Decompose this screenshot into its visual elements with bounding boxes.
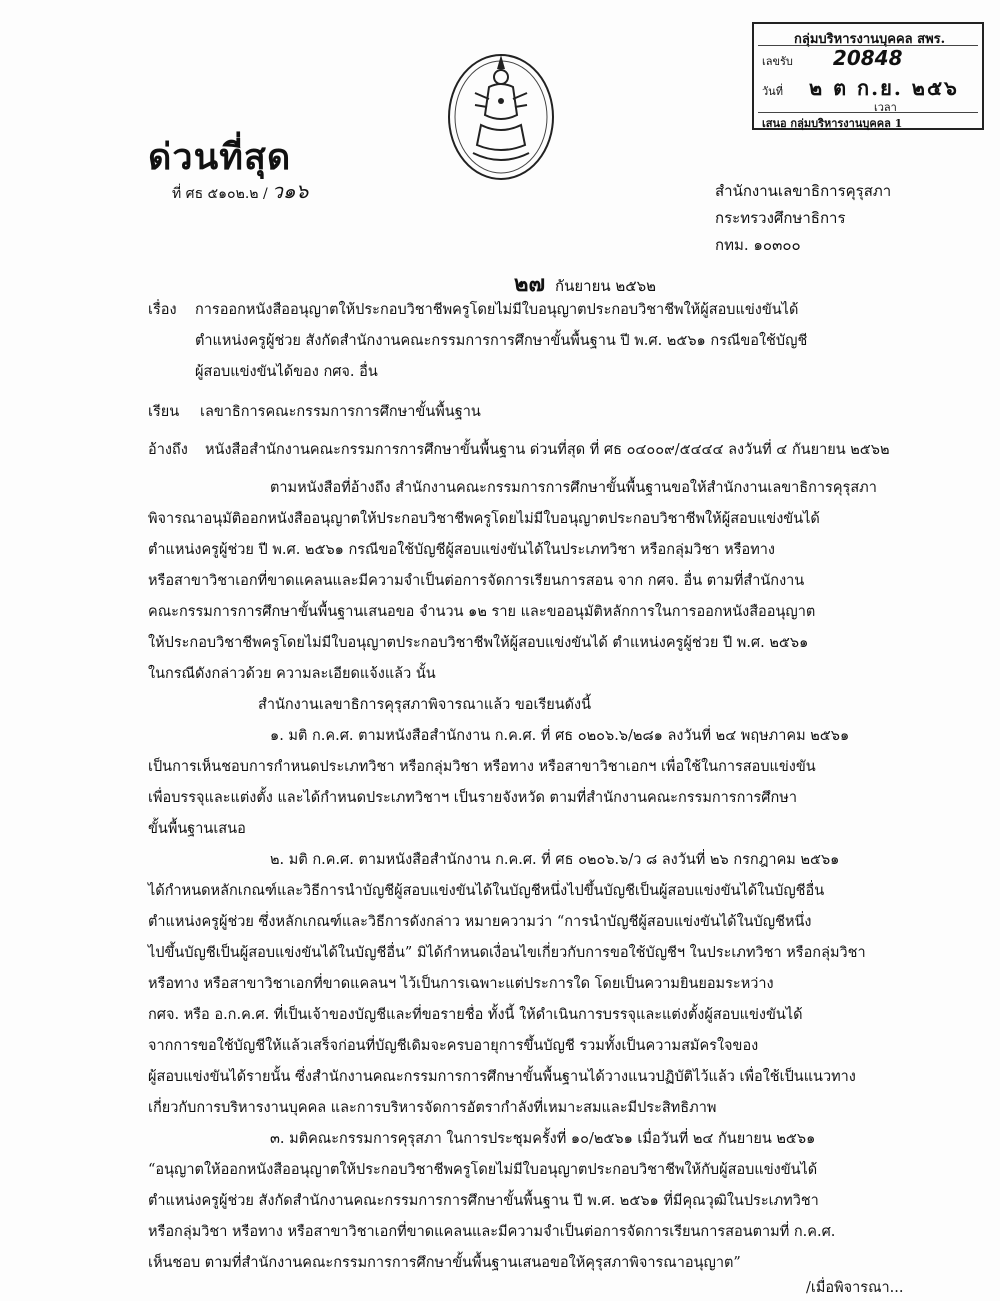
salutation-label: เรียน [148, 404, 180, 420]
body-line: หรือสาขาวิชาเอกที่ขาดแคลนและมีความจำเป็นต่อการจัดการเรียนการสอน จาก กศจ. อื่น ตามที่สำนักงาน [148, 573, 805, 589]
body-line: สำนักงานเลขาธิการคุรุสภาพิจารณาแล้ว ขอเรียนดังนี้ [258, 697, 592, 713]
urgency-label: ด่วนที่สุด [148, 137, 292, 178]
item-line: ไปขึ้นบัญชีเป็นผู้สอบแข่งขันได้ในบัญชีอื่น” มิได้กำหนดเงื่อนไขเกี่ยวกับการขอใช้บัญชีฯ ในประเภทวิชา หรือกลุ่มวิชา [148, 945, 866, 961]
item-line: ๑. มติ ก.ค.ศ. ตามหนังสือสำนักงาน ก.ค.ศ. ที่ ศธ ๐๒๐๖.๖/๒๘๑ ลงวันที่ ๒๔ พฤษภาคม ๒๕๖๑ [270, 728, 850, 744]
stamp-time: เวลา [874, 101, 897, 114]
receipt-stamp [752, 22, 984, 130]
item-line: ๒. มติ ก.ค.ศ. ตามหนังสือสำนักงาน ก.ค.ศ. ที่ ศธ ๐๒๐๖.๖/ว ๘ ลงวันที่ ๒๖ กรกฎาคม ๒๕๖๑ [270, 852, 840, 868]
stamp-header: กลุ่มบริหารงานบุคคล สพร. [794, 32, 946, 47]
emblem-seal-icon [445, 35, 557, 183]
body-line: ตามหนังสือที่อ้างถึง สำนักงานคณะกรรมการการศึกษาขั้นพื้นฐานขอให้สำนักงานเลขาธิการคุรุสภา [270, 480, 877, 496]
body-line: พิจารณาอนุมัติออกหนังสืออนุญาตให้ประกอบวิชาชีพครูโดยไม่มีใบอนุญาตประกอบวิชาชีพให้ผู้สอบแข่งขันได้ [148, 511, 820, 527]
subject-line: ผู้สอบแข่งขันได้ของ กศจ. อื่น [195, 364, 378, 380]
subject-line: ตำแหน่งครูผู้ช่วย สังกัดสำนักงานคณะกรรมการการศึกษาขั้นพื้นฐาน ปี พ.ศ. ๒๕๖๑ กรณีขอใช้บัญชี [195, 333, 808, 349]
item-line: “อนุญาตให้ออกหนังสืออนุญาตให้ประกอบวิชาชีพครูโดยไม่มีใบอนุญาตประกอบวิชาชีพให้กับผู้สอบแข่งขันได้ [148, 1162, 818, 1178]
body-line: ตำแหน่งครูผู้ช่วย ปี พ.ศ. ๒๕๖๑ กรณีขอใช้บัญชีผู้สอบแข่งขันได้ในประเภทวิชา หรือกลุ่มวิชา หรือทาง [148, 542, 775, 558]
item-line: จากการขอใช้บัญชีให้แล้วเสร็จก่อนที่บัญชีเดิมจะครบอายุการขึ้นบัญชี รวมทั้งเป็นความสมัครใจของ [148, 1038, 759, 1054]
body-line: ในกรณีดังกล่าวด้วย ความละเอียดแจ้งแล้ว นั้น [148, 666, 436, 682]
stamp-date: วันที่ ๒ ต ก.ย. ๒๕๖ [762, 76, 959, 100]
stamp-footer: เสนอ กลุ่มบริหารงานบุคคล 1 [762, 117, 903, 130]
item-line: ตำแหน่งครูผู้ช่วย สังกัดสำนักงานคณะกรรมการการศึกษาขั้นพื้นฐาน ปี พ.ศ. ๒๕๖๑ ที่มีคุณวุฒิในประเภทวิชา [148, 1193, 819, 1209]
item-line: ตำแหน่งครูผู้ช่วย ซึ่งหลักเกณฑ์และวิธีการดังกล่าว หมายความว่า “การนำบัญชีผู้สอบแข่งขันได้ในบัญชีหนึ่ง [148, 914, 812, 930]
letter-date: ๒๗ กันยายน ๒๕๖๒ [514, 272, 657, 297]
subject-line: การออกหนังสืออนุญาตให้ประกอบวิชาชีพครูโดยไม่มีใบอนุญาตประกอบวิชาชีพให้ผู้สอบแข่งขันได้ [195, 302, 799, 318]
item-line: ผู้สอบแข่งขันได้รายนั้น ซึ่งสำนักงานคณะกรรมการการศึกษาขั้นพื้นฐานได้วางแนวปฏิบัติไว้แล้ว เพื่อใช้เป็นแนวทาง [148, 1069, 856, 1085]
item-line: เห็นชอบ ตามที่สำนักงานคณะกรรมการการศึกษาขั้นพื้นฐานเสนอขอให้คุรุสภาพิจารณาอนุญาต” [148, 1255, 741, 1271]
item-line: เพื่อบรรจุและแต่งตั้ง และได้กำหนดประเภทวิชาฯ เป็นรายจังหวัด ตามที่สำนักงานคณะกรรมการการศึกษา [148, 790, 797, 806]
item-line: ได้กำหนดหลักเกณฑ์และวิธีการนำบัญชีผู้สอบแข่งขันได้ในบัญชีหนึ่งไปขึ้นบัญชีเป็นผู้สอบแข่งขันได้ในบัญชีอื่น [148, 883, 825, 899]
body-line: คณะกรรมการการศึกษาขั้นพื้นฐานเสนอขอ จำนวน ๑๒ ราย และขออนุมัติหลักการในการออกหนังสืออนุญาต [148, 604, 816, 620]
item-line: ขั้นพื้นฐานเสนอ [148, 821, 246, 837]
office-address: สำนักงานเลขาธิการคุรุสภา กระทรวงศึกษาธิการ กทม. ๑๐๓๐๐ [715, 182, 892, 254]
stamp-number: เลขรับ 20848 [762, 46, 903, 70]
salutation-recipient: เลขาธิการคณะกรรมการการศึกษาขั้นพื้นฐาน [200, 404, 481, 420]
body-line: ให้ประกอบวิชาชีพครูโดยไม่มีใบอนุญาตประกอบวิชาชีพให้ผู้สอบแข่งขันได้ ตำแหน่งครูผู้ช่วย ปี พ.ศ. ๒๕๖๑ [148, 635, 809, 651]
document-number: ที่ ศธ ๕๑๐๒.๒ / ว๑๖ [172, 179, 309, 203]
reference-label: อ้างถึง [148, 442, 188, 458]
subject-label: เรื่อง [148, 302, 177, 318]
item-line: กศจ. หรือ อ.ก.ค.ศ. ที่เป็นเจ้าของบัญชีและที่ขอรายชื่อ ทั้งนี้ ให้ดำเนินการบรรจุและแต่งตั้งผู้สอบแข่งขันได้ [148, 1007, 803, 1023]
item-line: หรือทาง หรือสาขาวิชาเอกที่ขาดแคลนฯ ไว้เป็นการเฉพาะแต่ประการใด โดยเป็นความยินยอมระหว่าง [148, 976, 774, 992]
item-line: เป็นการเห็นชอบการกำหนดประเภทวิชา หรือกลุ่มวิชา หรือทาง หรือสาขาวิชาเอกฯ เพื่อใช้ในการสอบแข่งขัน [148, 759, 816, 775]
item-line: เกี่ยวกับการบริหารงานบุคคล และการบริหารจัดการอัตรากำลังที่เหมาะสมและมีประสิทธิภาพ [148, 1100, 717, 1116]
continuation-marker: /เมื่อพิจารณา... [806, 1280, 904, 1296]
item-line: หรือกลุ่มวิชา หรือทาง หรือสาขาวิชาเอกที่ขาดแคลนและมีความจำเป็นต่อการจัดการเรียนการสอนตามที่ ก.ค.ศ. [148, 1224, 836, 1240]
handwritten-ref: ว๑๖ [271, 179, 309, 203]
item-line: ๓. มติคณะกรรมการคุรุสภา ในการประชุมครั้งที่ ๑๐/๒๕๖๑ เมื่อวันที่ ๒๔ กันยายน ๒๕๖๑ [270, 1131, 816, 1147]
reference-text: หนังสือสำนักงานคณะกรรมการการศึกษาขั้นพื้นฐาน ด่วนที่สุด ที่ ศธ ๐๔๐๐๙/๕๔๔๔ ลงวันที่ ๔ กันยายน ๒๕๖๒ [205, 442, 890, 458]
date-day: ๒๗ [514, 272, 546, 297]
